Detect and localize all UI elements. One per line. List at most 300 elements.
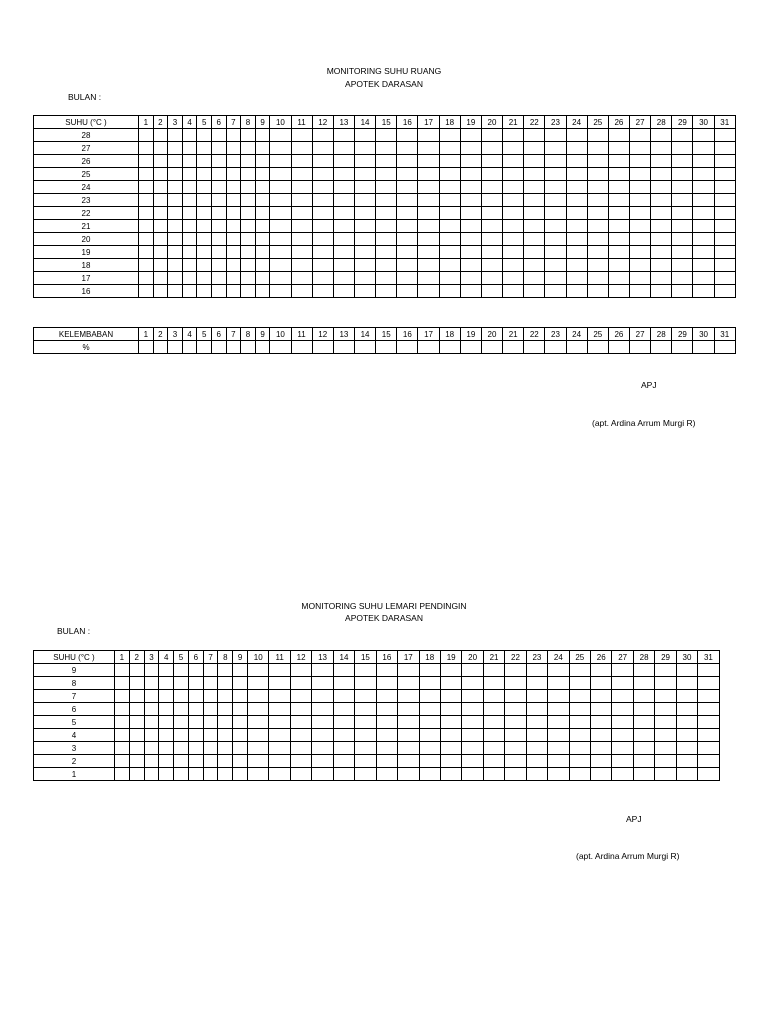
entry-cell[interactable] <box>153 207 168 220</box>
entry-cell[interactable] <box>269 716 290 729</box>
entry-cell[interactable] <box>630 155 651 168</box>
entry-cell[interactable] <box>418 207 439 220</box>
entry-cell[interactable] <box>481 272 502 285</box>
entry-cell[interactable] <box>545 285 566 298</box>
entry-cell[interactable] <box>612 703 633 716</box>
entry-cell[interactable] <box>630 181 651 194</box>
entry-cell[interactable] <box>312 246 333 259</box>
entry-cell[interactable] <box>182 142 197 155</box>
entry-cell[interactable] <box>505 664 526 677</box>
entry-cell[interactable] <box>333 341 354 354</box>
entry-cell[interactable] <box>270 142 291 155</box>
entry-cell[interactable] <box>587 285 608 298</box>
entry-cell[interactable] <box>211 129 226 142</box>
entry-cell[interactable] <box>439 272 460 285</box>
entry-cell[interactable] <box>139 168 154 181</box>
entry-cell[interactable] <box>503 142 524 155</box>
entry-cell[interactable] <box>397 246 418 259</box>
entry-cell[interactable] <box>612 755 633 768</box>
entry-cell[interactable] <box>168 142 183 155</box>
entry-cell[interactable] <box>460 207 481 220</box>
entry-cell[interactable] <box>483 742 504 755</box>
entry-cell[interactable] <box>226 207 241 220</box>
entry-cell[interactable] <box>290 703 311 716</box>
entry-cell[interactable] <box>655 755 676 768</box>
entry-cell[interactable] <box>460 285 481 298</box>
entry-cell[interactable] <box>248 664 269 677</box>
entry-cell[interactable] <box>376 207 397 220</box>
entry-cell[interactable] <box>211 341 226 354</box>
entry-cell[interactable] <box>503 285 524 298</box>
entry-cell[interactable] <box>168 220 183 233</box>
entry-cell[interactable] <box>526 729 547 742</box>
entry-cell[interactable] <box>255 220 270 233</box>
entry-cell[interactable] <box>569 729 590 742</box>
entry-cell[interactable] <box>587 142 608 155</box>
entry-cell[interactable] <box>418 233 439 246</box>
entry-cell[interactable] <box>418 272 439 285</box>
entry-cell[interactable] <box>376 142 397 155</box>
entry-cell[interactable] <box>676 703 697 716</box>
entry-cell[interactable] <box>481 220 502 233</box>
entry-cell[interactable] <box>270 285 291 298</box>
entry-cell[interactable] <box>503 246 524 259</box>
entry-cell[interactable] <box>545 207 566 220</box>
entry-cell[interactable] <box>144 677 159 690</box>
entry-cell[interactable] <box>672 341 693 354</box>
entry-cell[interactable] <box>462 755 483 768</box>
entry-cell[interactable] <box>608 142 629 155</box>
entry-cell[interactable] <box>354 341 375 354</box>
entry-cell[interactable] <box>439 155 460 168</box>
entry-cell[interactable] <box>139 259 154 272</box>
entry-cell[interactable] <box>241 155 256 168</box>
entry-cell[interactable] <box>333 129 354 142</box>
entry-cell[interactable] <box>548 716 569 729</box>
entry-cell[interactable] <box>233 664 248 677</box>
entry-cell[interactable] <box>440 755 461 768</box>
entry-cell[interactable] <box>526 690 547 703</box>
entry-cell[interactable] <box>545 168 566 181</box>
entry-cell[interactable] <box>612 677 633 690</box>
entry-cell[interactable] <box>524 341 545 354</box>
entry-cell[interactable] <box>698 768 719 781</box>
entry-cell[interactable] <box>211 259 226 272</box>
entry-cell[interactable] <box>159 677 174 690</box>
entry-cell[interactable] <box>481 341 502 354</box>
entry-cell[interactable] <box>714 272 735 285</box>
entry-cell[interactable] <box>481 207 502 220</box>
entry-cell[interactable] <box>672 142 693 155</box>
entry-cell[interactable] <box>693 246 714 259</box>
entry-cell[interactable] <box>481 129 502 142</box>
entry-cell[interactable] <box>591 703 612 716</box>
entry-cell[interactable] <box>698 716 719 729</box>
entry-cell[interactable] <box>312 168 333 181</box>
entry-cell[interactable] <box>139 220 154 233</box>
entry-cell[interactable] <box>159 742 174 755</box>
entry-cell[interactable] <box>462 768 483 781</box>
entry-cell[interactable] <box>115 677 130 690</box>
entry-cell[interactable] <box>419 690 440 703</box>
entry-cell[interactable] <box>587 233 608 246</box>
entry-cell[interactable] <box>630 246 651 259</box>
entry-cell[interactable] <box>255 272 270 285</box>
entry-cell[interactable] <box>241 272 256 285</box>
entry-cell[interactable] <box>233 742 248 755</box>
entry-cell[interactable] <box>524 207 545 220</box>
entry-cell[interactable] <box>376 729 397 742</box>
entry-cell[interactable] <box>693 259 714 272</box>
entry-cell[interactable] <box>168 129 183 142</box>
entry-cell[interactable] <box>168 259 183 272</box>
entry-cell[interactable] <box>182 181 197 194</box>
entry-cell[interactable] <box>312 341 333 354</box>
entry-cell[interactable] <box>693 285 714 298</box>
entry-cell[interactable] <box>226 155 241 168</box>
entry-cell[interactable] <box>693 142 714 155</box>
entry-cell[interactable] <box>630 272 651 285</box>
entry-cell[interactable] <box>630 194 651 207</box>
entry-cell[interactable] <box>291 168 312 181</box>
entry-cell[interactable] <box>526 768 547 781</box>
entry-cell[interactable] <box>203 742 218 755</box>
entry-cell[interactable] <box>714 181 735 194</box>
entry-cell[interactable] <box>439 285 460 298</box>
entry-cell[interactable] <box>255 155 270 168</box>
entry-cell[interactable] <box>418 168 439 181</box>
entry-cell[interactable] <box>203 768 218 781</box>
entry-cell[interactable] <box>129 716 144 729</box>
entry-cell[interactable] <box>483 716 504 729</box>
entry-cell[interactable] <box>182 129 197 142</box>
entry-cell[interactable] <box>354 220 375 233</box>
entry-cell[interactable] <box>233 677 248 690</box>
entry-cell[interactable] <box>139 142 154 155</box>
entry-cell[interactable] <box>439 142 460 155</box>
entry-cell[interactable] <box>693 233 714 246</box>
entry-cell[interactable] <box>153 220 168 233</box>
entry-cell[interactable] <box>608 272 629 285</box>
entry-cell[interactable] <box>481 168 502 181</box>
entry-cell[interactable] <box>397 207 418 220</box>
entry-cell[interactable] <box>211 220 226 233</box>
entry-cell[interactable] <box>270 259 291 272</box>
entry-cell[interactable] <box>672 155 693 168</box>
entry-cell[interactable] <box>226 220 241 233</box>
entry-cell[interactable] <box>226 142 241 155</box>
entry-cell[interactable] <box>481 142 502 155</box>
entry-cell[interactable] <box>197 155 212 168</box>
entry-cell[interactable] <box>503 194 524 207</box>
entry-cell[interactable] <box>693 272 714 285</box>
entry-cell[interactable] <box>630 233 651 246</box>
entry-cell[interactable] <box>355 703 376 716</box>
entry-cell[interactable] <box>460 142 481 155</box>
entry-cell[interactable] <box>651 285 672 298</box>
entry-cell[interactable] <box>651 129 672 142</box>
entry-cell[interactable] <box>693 194 714 207</box>
entry-cell[interactable] <box>312 716 333 729</box>
entry-cell[interactable] <box>241 129 256 142</box>
entry-cell[interactable] <box>418 142 439 155</box>
entry-cell[interactable] <box>312 142 333 155</box>
entry-cell[interactable] <box>548 755 569 768</box>
entry-cell[interactable] <box>211 194 226 207</box>
entry-cell[interactable] <box>333 220 354 233</box>
entry-cell[interactable] <box>698 729 719 742</box>
entry-cell[interactable] <box>197 285 212 298</box>
entry-cell[interactable] <box>693 155 714 168</box>
entry-cell[interactable] <box>503 155 524 168</box>
entry-cell[interactable] <box>612 690 633 703</box>
entry-cell[interactable] <box>139 246 154 259</box>
entry-cell[interactable] <box>633 729 654 742</box>
entry-cell[interactable] <box>248 755 269 768</box>
entry-cell[interactable] <box>676 716 697 729</box>
entry-cell[interactable] <box>526 677 547 690</box>
entry-cell[interactable] <box>460 259 481 272</box>
entry-cell[interactable] <box>651 259 672 272</box>
entry-cell[interactable] <box>714 129 735 142</box>
entry-cell[interactable] <box>566 155 587 168</box>
entry-cell[interactable] <box>483 729 504 742</box>
entry-cell[interactable] <box>655 729 676 742</box>
entry-cell[interactable] <box>693 181 714 194</box>
entry-cell[interactable] <box>139 129 154 142</box>
entry-cell[interactable] <box>419 703 440 716</box>
entry-cell[interactable] <box>333 716 354 729</box>
entry-cell[interactable] <box>460 272 481 285</box>
entry-cell[interactable] <box>419 664 440 677</box>
entry-cell[interactable] <box>714 259 735 272</box>
entry-cell[interactable] <box>203 677 218 690</box>
entry-cell[interactable] <box>333 155 354 168</box>
entry-cell[interactable] <box>545 341 566 354</box>
entry-cell[interactable] <box>462 729 483 742</box>
entry-cell[interactable] <box>174 768 189 781</box>
entry-cell[interactable] <box>481 233 502 246</box>
entry-cell[interactable] <box>233 690 248 703</box>
entry-cell[interactable] <box>211 181 226 194</box>
entry-cell[interactable] <box>569 664 590 677</box>
entry-cell[interactable] <box>312 690 333 703</box>
entry-cell[interactable] <box>630 341 651 354</box>
entry-cell[interactable] <box>503 181 524 194</box>
entry-cell[interactable] <box>226 168 241 181</box>
entry-cell[interactable] <box>548 729 569 742</box>
entry-cell[interactable] <box>248 729 269 742</box>
entry-cell[interactable] <box>218 716 233 729</box>
entry-cell[interactable] <box>197 246 212 259</box>
entry-cell[interactable] <box>587 181 608 194</box>
entry-cell[interactable] <box>233 729 248 742</box>
entry-cell[interactable] <box>197 168 212 181</box>
entry-cell[interactable] <box>255 129 270 142</box>
entry-cell[interactable] <box>218 755 233 768</box>
entry-cell[interactable] <box>174 729 189 742</box>
entry-cell[interactable] <box>255 207 270 220</box>
entry-cell[interactable] <box>651 341 672 354</box>
entry-cell[interactable] <box>139 181 154 194</box>
entry-cell[interactable] <box>398 664 419 677</box>
entry-cell[interactable] <box>439 259 460 272</box>
entry-cell[interactable] <box>355 690 376 703</box>
entry-cell[interactable] <box>290 716 311 729</box>
entry-cell[interactable] <box>483 690 504 703</box>
entry-cell[interactable] <box>651 220 672 233</box>
entry-cell[interactable] <box>159 729 174 742</box>
entry-cell[interactable] <box>591 677 612 690</box>
entry-cell[interactable] <box>188 729 203 742</box>
entry-cell[interactable] <box>376 155 397 168</box>
entry-cell[interactable] <box>651 142 672 155</box>
entry-cell[interactable] <box>241 207 256 220</box>
entry-cell[interactable] <box>312 742 333 755</box>
entry-cell[interactable] <box>153 168 168 181</box>
entry-cell[interactable] <box>440 677 461 690</box>
entry-cell[interactable] <box>566 220 587 233</box>
entry-cell[interactable] <box>398 677 419 690</box>
entry-cell[interactable] <box>182 207 197 220</box>
entry-cell[interactable] <box>159 664 174 677</box>
entry-cell[interactable] <box>333 677 354 690</box>
entry-cell[interactable] <box>398 755 419 768</box>
entry-cell[interactable] <box>651 168 672 181</box>
entry-cell[interactable] <box>526 664 547 677</box>
entry-cell[interactable] <box>524 194 545 207</box>
entry-cell[interactable] <box>174 690 189 703</box>
entry-cell[interactable] <box>355 742 376 755</box>
entry-cell[interactable] <box>312 207 333 220</box>
entry-cell[interactable] <box>241 233 256 246</box>
entry-cell[interactable] <box>545 155 566 168</box>
entry-cell[interactable] <box>440 729 461 742</box>
entry-cell[interactable] <box>672 168 693 181</box>
entry-cell[interactable] <box>398 768 419 781</box>
entry-cell[interactable] <box>312 259 333 272</box>
entry-cell[interactable] <box>655 677 676 690</box>
entry-cell[interactable] <box>188 664 203 677</box>
entry-cell[interactable] <box>505 716 526 729</box>
entry-cell[interactable] <box>168 285 183 298</box>
entry-cell[interactable] <box>269 729 290 742</box>
entry-cell[interactable] <box>460 233 481 246</box>
entry-cell[interactable] <box>655 690 676 703</box>
entry-cell[interactable] <box>153 341 168 354</box>
entry-cell[interactable] <box>566 207 587 220</box>
entry-cell[interactable] <box>440 768 461 781</box>
entry-cell[interactable] <box>397 220 418 233</box>
entry-cell[interactable] <box>153 181 168 194</box>
entry-cell[interactable] <box>439 246 460 259</box>
entry-cell[interactable] <box>612 664 633 677</box>
entry-cell[interactable] <box>144 690 159 703</box>
entry-cell[interactable] <box>693 341 714 354</box>
entry-cell[interactable] <box>569 755 590 768</box>
entry-cell[interactable] <box>397 181 418 194</box>
entry-cell[interactable] <box>312 703 333 716</box>
entry-cell[interactable] <box>397 129 418 142</box>
entry-cell[interactable] <box>524 259 545 272</box>
entry-cell[interactable] <box>269 703 290 716</box>
entry-cell[interactable] <box>440 703 461 716</box>
entry-cell[interactable] <box>197 129 212 142</box>
entry-cell[interactable] <box>269 690 290 703</box>
entry-cell[interactable] <box>398 716 419 729</box>
entry-cell[interactable] <box>714 142 735 155</box>
entry-cell[interactable] <box>144 703 159 716</box>
entry-cell[interactable] <box>524 246 545 259</box>
entry-cell[interactable] <box>503 259 524 272</box>
entry-cell[interactable] <box>566 285 587 298</box>
entry-cell[interactable] <box>144 729 159 742</box>
entry-cell[interactable] <box>182 259 197 272</box>
entry-cell[interactable] <box>153 233 168 246</box>
entry-cell[interactable] <box>376 233 397 246</box>
entry-cell[interactable] <box>503 233 524 246</box>
entry-cell[interactable] <box>714 194 735 207</box>
entry-cell[interactable] <box>226 259 241 272</box>
entry-cell[interactable] <box>524 272 545 285</box>
entry-cell[interactable] <box>397 168 418 181</box>
entry-cell[interactable] <box>333 233 354 246</box>
entry-cell[interactable] <box>241 259 256 272</box>
entry-cell[interactable] <box>269 664 290 677</box>
entry-cell[interactable] <box>248 703 269 716</box>
entry-cell[interactable] <box>182 272 197 285</box>
entry-cell[interactable] <box>129 768 144 781</box>
entry-cell[interactable] <box>545 220 566 233</box>
entry-cell[interactable] <box>333 285 354 298</box>
entry-cell[interactable] <box>587 272 608 285</box>
entry-cell[interactable] <box>419 677 440 690</box>
entry-cell[interactable] <box>545 194 566 207</box>
entry-cell[interactable] <box>333 181 354 194</box>
entry-cell[interactable] <box>270 272 291 285</box>
entry-cell[interactable] <box>672 129 693 142</box>
entry-cell[interactable] <box>144 742 159 755</box>
entry-cell[interactable] <box>291 272 312 285</box>
entry-cell[interactable] <box>188 768 203 781</box>
entry-cell[interactable] <box>587 194 608 207</box>
entry-cell[interactable] <box>139 233 154 246</box>
entry-cell[interactable] <box>376 194 397 207</box>
entry-cell[interactable] <box>241 168 256 181</box>
entry-cell[interactable] <box>153 129 168 142</box>
entry-cell[interactable] <box>312 220 333 233</box>
entry-cell[interactable] <box>524 155 545 168</box>
entry-cell[interactable] <box>633 690 654 703</box>
entry-cell[interactable] <box>203 729 218 742</box>
entry-cell[interactable] <box>182 155 197 168</box>
entry-cell[interactable] <box>591 755 612 768</box>
entry-cell[interactable] <box>503 129 524 142</box>
entry-cell[interactable] <box>630 220 651 233</box>
entry-cell[interactable] <box>397 194 418 207</box>
entry-cell[interactable] <box>197 233 212 246</box>
entry-cell[interactable] <box>398 742 419 755</box>
entry-cell[interactable] <box>139 341 154 354</box>
entry-cell[interactable] <box>218 664 233 677</box>
entry-cell[interactable] <box>182 246 197 259</box>
entry-cell[interactable] <box>354 142 375 155</box>
entry-cell[interactable] <box>460 246 481 259</box>
entry-cell[interactable] <box>333 272 354 285</box>
entry-cell[interactable] <box>676 677 697 690</box>
entry-cell[interactable] <box>354 246 375 259</box>
entry-cell[interactable] <box>460 181 481 194</box>
